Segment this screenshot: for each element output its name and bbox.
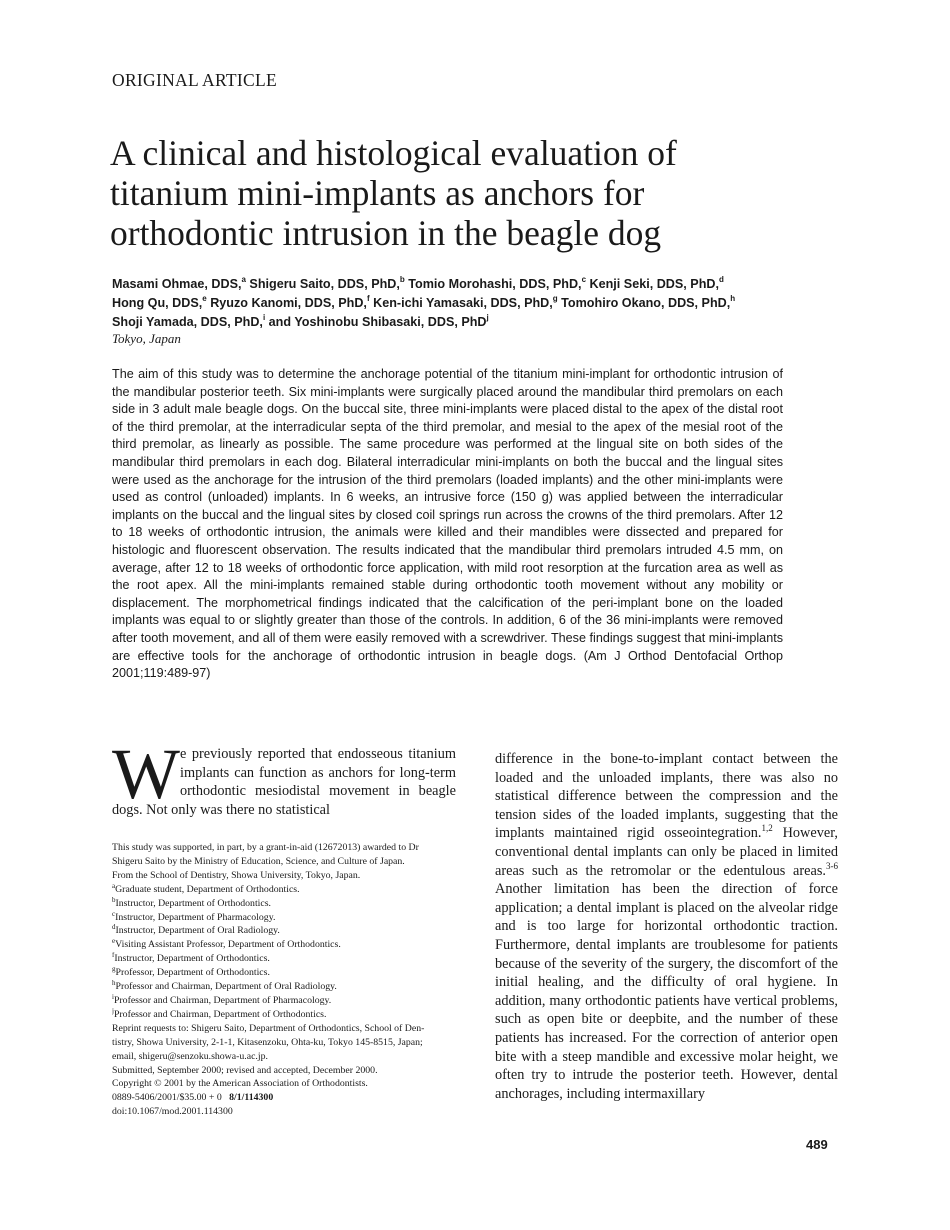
footnote-line: Copyright © 2001 by the American Association of Orthodontists.: [112, 1078, 368, 1090]
author-list: [112, 275, 842, 332]
affiliation-footnote: $^a$Graduate student, Department of Orthodontics.: [112, 882, 300, 895]
affiliation-mark: j: [486, 313, 489, 322]
affiliation-mark: f: [366, 294, 370, 303]
author-name: Tomio Morohashi, DDS, PhD,: [404, 277, 582, 291]
footnote-line: This study was supported, in part, by a grant-in-aid (12672013) awarded to Dr: [112, 842, 419, 853]
intro-paragraph: [112, 745, 456, 819]
author-name: Tomohiro Okano, DDS, PhD,: [557, 296, 731, 310]
title-line: titanium mini-implants as anchors for: [110, 173, 645, 213]
doi-line: doi:10.1067/mod.2001.114300: [112, 1106, 233, 1118]
affiliation-mark: a: [241, 275, 246, 284]
footnote-line: From the School of Dentistry, Showa University, Tokyo, Japan.: [112, 869, 361, 881]
footnote-line: Submitted, September 2000; revised and accepted, December 2000.: [112, 1064, 378, 1076]
footnotes: [112, 841, 458, 1119]
article-title: [110, 133, 850, 253]
affiliation-mark: d: [718, 275, 724, 284]
author-name: Shigeru Saito, DDS, PhD,: [245, 277, 400, 291]
issn-code: 8/1/114300: [229, 1092, 274, 1104]
citation-ref: 3-6: [826, 860, 838, 871]
intro-text: e previously reported that endosseous titanium implants can function as anchors for long-term orthodontic mesiodistal movement in beagle dogs. Not only was there no statistical: [112, 746, 456, 818]
section-label: ORIGINAL ARTICLE: [112, 70, 277, 90]
body-text-right-column: difference in the bone-to-implant contact between the loaded and the unloaded implants, there was also no statistical difference between the compression and the tension sides of the loaded implants, suggesting that the implants maintained rigid osseointegration.$^{1,2}$ However, conventional dental implants can only be placed in limited areas such as the retromolar or the edentulous areas.$^{3-6}$ Another limitation has been the direction of force application; a dental implant is placed on the alveolar ridge and is too large for horizontal orthodontic traction. Furthermore, dental implants are troublesome for patients because of the severity of the surgery, the discomfort of the initial healing, and the difficulty of oral hygiene. In addition, many orthodontic patients have vertical problems, such as open bite or deepbite, and the number of these patients has increased. For the correction of anterior open bite with a steep mandible and excessive molar height, we often try to intrude the posterior teeth. However, dental anchorages, including intermaxillary: [495, 751, 838, 1102]
affiliation-footnote: $^h$Professor and Chairman, Department of Oral Radiology.: [112, 980, 337, 993]
affiliation-footnote: $^c$Instructor, Department of Pharmacology.: [112, 910, 276, 923]
title-line: orthodontic intrusion in the beagle dog: [110, 213, 662, 253]
footnote-line: email, shigeru@senzoku.showa-u.ac.jp.: [112, 1050, 268, 1062]
drop-cap: W: [112, 734, 180, 814]
footnote-line: Shigeru Saito by the Ministry of Education, Science, and Culture of Japan.: [112, 855, 405, 867]
affiliation-mark: i: [262, 313, 266, 322]
title-line: A clinical and histological evaluation of: [110, 133, 677, 173]
author-name: and Yoshinobu Shibasaki, DDS, PhD: [265, 315, 487, 329]
affiliation-footnote: $^j$Professor and Chairman, Department of Orthodontics.: [112, 1007, 327, 1020]
author-location: Tokyo, Japan: [112, 331, 181, 346]
affiliation-footnote: $^d$Instructor, Department of Oral Radiology.: [112, 924, 280, 937]
page-number: 489: [806, 1137, 828, 1152]
affiliation-footnote: $^b$Instructor, Department of Orthodontics.: [112, 896, 272, 909]
author-name: Ryuzo Kanomi, DDS, PhD,: [206, 296, 367, 310]
affiliation-mark: b: [399, 275, 405, 284]
author-name: Masami Ohmae, DDS,: [112, 277, 242, 291]
abstract: The aim of this study was to determine the anchorage potential of the titanium mini-implant for orthodontic intrusion of the mandibular posterior teeth. Six mini-implants were surgically placed around the mandibular third premolars on each side in 3 adult male beagle dogs. On the buccal site, three mini-implants were placed distal to the apex of the distal root of the third premolar, at the interradicular septa of the third premolar, and mesial to the apex of the mesial root of the third premolar, as linearly as possible. The same procedure was performed at the lingual site on both sides of the mandibular third premolars in each dog. Bilateral interradicular mini-implants on both the buccal and the lingual sites were used as the anchorage for the intrusion of the third premolars (loaded implants) and the other mini-implants were used as control (unloaded) implants. In 6 weeks, an intrusive force (150 g) was applied between the interradicular implants on the buccal and the lingual sites by closed coil springs run across the crowns of the third premolars. After 12 to 18 weeks of orthodontic intrusion, the animals were killed and their mandibles were dissected and prepared for histologic and fluorescent observation. The results indicated that the mandibular third premolars intruded 4.5 mm, on average, after 12 to 18 weeks of orthodontic force application, with mild root resorption at the furcation area as well as the root apex. All the mini-implants remained stable during orthodontic tooth movement without any mobility or displacement. The morphometrical findings indicated that the calcification of the peri-implant bone on the loaded implants was equal to or slightly greater than those of the controls. In addition, 6 of the 36 mini-implants were removed after tooth movement, and all of them were easily removed with a screwdriver. These findings suggest that mini-implants are effective tools for the anchorage of orthodontic intrusion in beagle dogs. (Am J Orthod Dentofacial Orthop 2001;119:489-97): [112, 367, 783, 681]
affiliation-footnote: $^g$Professor, Department of Orthodontics.: [112, 966, 270, 979]
footnote-line: tistry, Showa University, 2-1-1, Kitasenzoku, Ohta-ku, Tokyo 145-8515, Japan;: [112, 1036, 423, 1048]
affiliation-mark: e: [202, 294, 207, 303]
author-name: Hong Qu, DDS,: [112, 296, 203, 310]
footnote-line: Reprint requests to: Shigeru Saito, Department of Orthodontics, School of Den-: [112, 1022, 425, 1034]
author-name: Kenji Seki, DDS, PhD,: [586, 277, 719, 291]
drop-cap-spacer: [112, 745, 180, 799]
affiliation-mark: g: [552, 294, 558, 303]
affiliation-mark: c: [581, 275, 587, 284]
author-name: Ken-ichi Yamasaki, DDS, PhD,: [369, 296, 553, 310]
affiliation-mark: h: [730, 294, 736, 303]
affiliation-footnote: $^e$Visiting Assistant Professor, Department of Orthodontics.: [112, 938, 341, 951]
author-line: [112, 313, 842, 332]
author-line: [112, 294, 842, 313]
affiliation-footnote: $^f$Instructor, Department of Orthodontics.: [112, 952, 270, 965]
citation-ref: 1,2: [761, 823, 773, 834]
affiliation-footnote: $^i$Professor and Chairman, Department of Pharmacology.: [112, 993, 332, 1006]
author-name: Shoji Yamada, DDS, PhD,: [112, 315, 263, 329]
author-line: [112, 275, 842, 294]
issn-line: 0889-5406/2001/$35.00 + 0 8/1/114300: [112, 1092, 274, 1104]
